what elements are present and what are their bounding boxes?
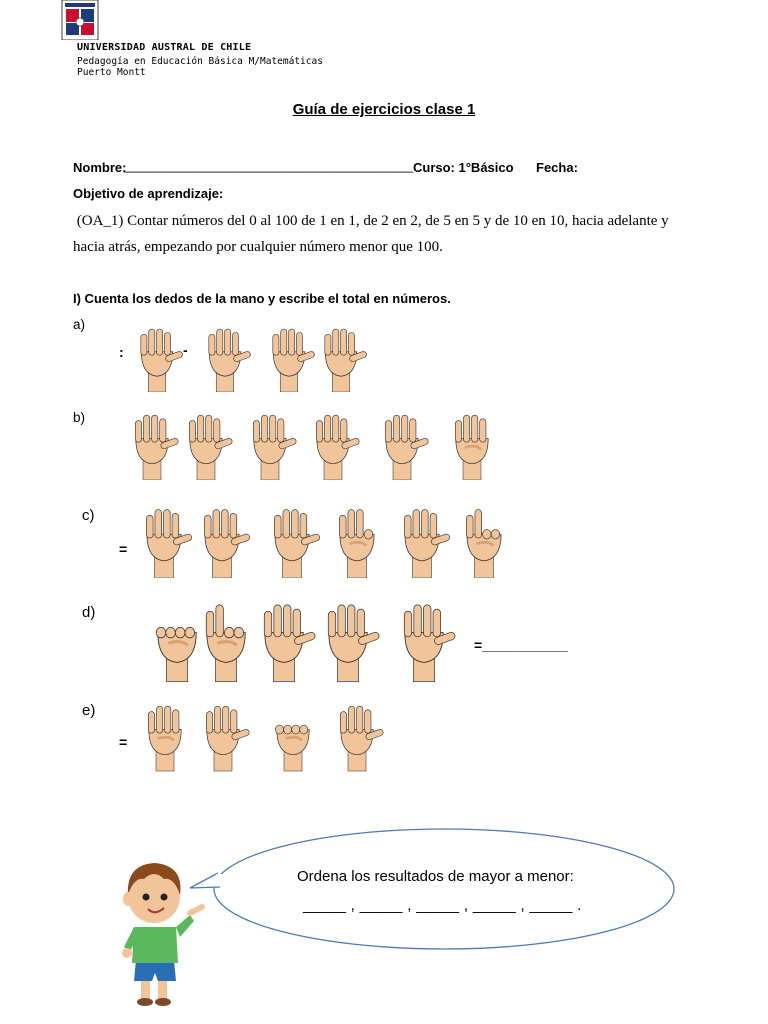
hand-icon <box>242 408 298 480</box>
hand-icon <box>316 596 380 682</box>
objective-line-2: hacia atrás, empezando por cualquier número menor que 100. <box>73 239 443 255</box>
dash-a: - <box>183 342 188 358</box>
hand-icon <box>374 408 430 480</box>
hand-icon <box>392 502 452 578</box>
speech-bubble <box>180 825 680 955</box>
university-logo <box>61 0 99 40</box>
section-heading: I) Cuenta los dedos de la mano y escribe el total en números. <box>73 291 451 306</box>
hand-icon <box>134 502 194 578</box>
hand-icon <box>252 596 316 682</box>
date-label: Fecha: <box>536 160 578 175</box>
hand-icon <box>392 596 456 682</box>
objective-line-1: (OA_1) Contar números del 0 al 100 de 1 en 1, de 2 en 2, de 5 en 5 y de 10 en 10, hacia adelante y <box>73 213 669 229</box>
item-label-b: b) <box>73 410 86 425</box>
colon-a: : <box>119 344 124 360</box>
hand-icon <box>260 322 318 392</box>
name-line[interactable]: ________________________________________ <box>124 158 414 173</box>
hand-icon <box>330 698 384 772</box>
hand-icon <box>128 322 186 392</box>
bubble-instruction: Ordena los resultados de mayor a menor: <box>297 868 574 885</box>
hand-icon <box>454 502 514 578</box>
item-label-e: e) <box>82 702 96 719</box>
city-name: Puerto Montt <box>77 67 146 78</box>
hand-icon <box>266 698 320 772</box>
page-title: Guía de ejercicios clase 1 <box>292 101 476 118</box>
hand-icon <box>138 698 192 772</box>
hand-icon <box>305 408 361 480</box>
bubble-blanks[interactable]: _____ , _____ , _____ , _____ , _____ . <box>303 897 582 914</box>
item-label-a: a) <box>73 317 86 332</box>
hand-icon <box>444 408 500 480</box>
hand-icon <box>196 698 250 772</box>
hand-icon <box>312 322 370 392</box>
hand-icon <box>327 502 387 578</box>
university-name: UNIVERSIDAD AUSTRAL DE CHILE <box>77 42 252 53</box>
hand-icon <box>178 408 234 480</box>
equals-c: = <box>119 541 128 557</box>
hand-icon <box>196 322 254 392</box>
hand-icon <box>262 502 322 578</box>
equals-e: = <box>119 734 128 750</box>
answer-d[interactable]: =___________ <box>474 637 568 653</box>
item-label-c: c) <box>82 507 95 524</box>
objective-heading: Objetivo de aprendizaje: <box>73 186 224 201</box>
program-name: Pedagogía en Educación Básica M/Matemáticas <box>77 56 323 67</box>
hand-icon <box>124 408 180 480</box>
name-label: Nombre: <box>73 160 127 175</box>
hand-icon <box>194 596 258 682</box>
boy-illustration <box>108 855 208 1015</box>
hand-icon <box>192 502 252 578</box>
item-label-d: d) <box>82 604 96 621</box>
course-label: Curso: 1°Básico <box>413 160 514 175</box>
